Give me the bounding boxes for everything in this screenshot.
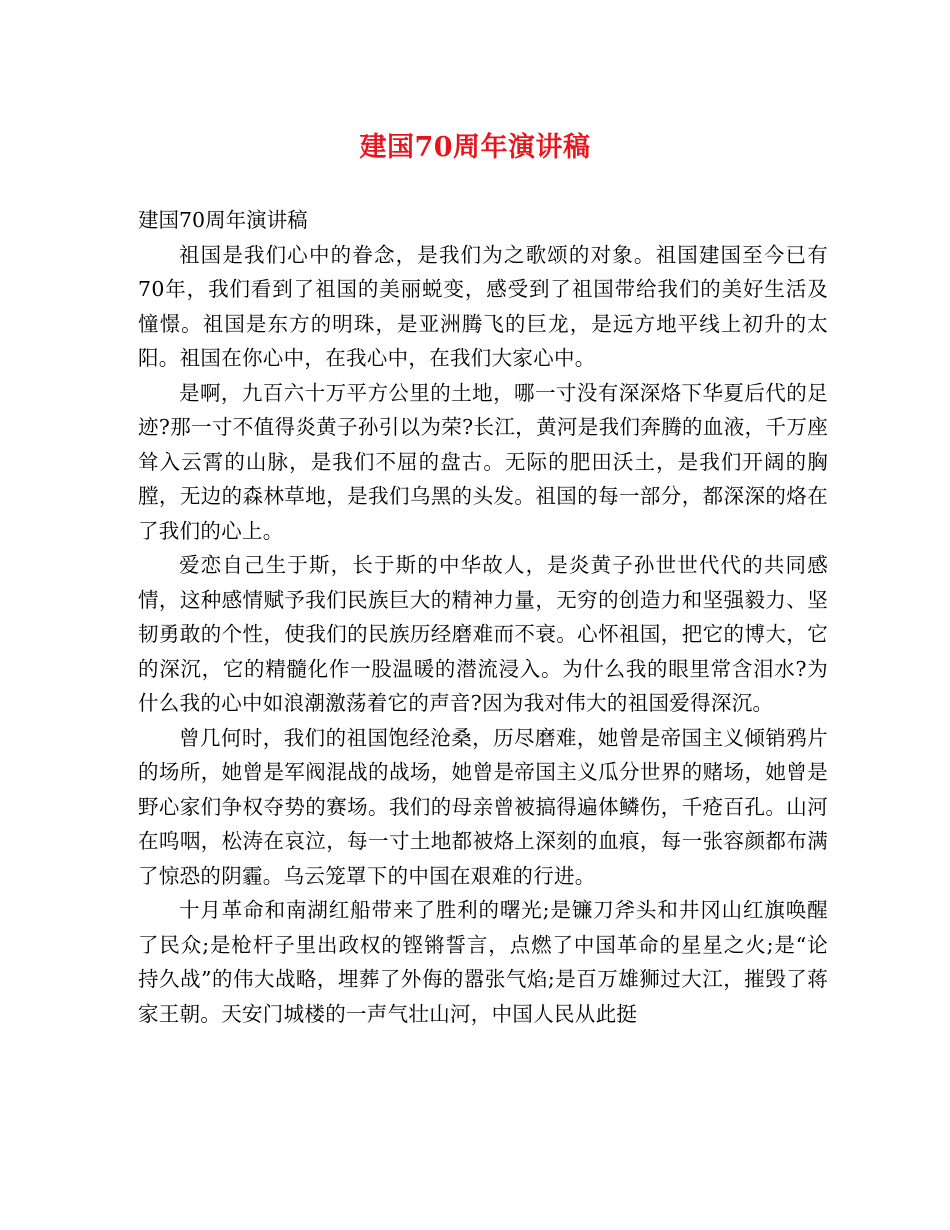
document-subtitle: 建国70周年演讲稿 — [138, 208, 308, 232]
paragraph-2: 是啊，九百六十万平方公里的土地，哪一寸没有深深烙下华夏后代的足迹?那一寸不值得炎黄子孙引以为荣?长江，黄河是我们奔腾的血液，千万座耸入云霄的山脉，是我们不屈的盘古。无际的肥田沃土，是我们开阔的胸膛，无边的森林草地，是我们乌黑的头发。祖国的每一部分，都深深的烙在了我们的心上。 — [138, 380, 828, 543]
document-title: 建国70周年演讲稿 — [359, 132, 591, 163]
paragraph-5: 十月革命和南湖红船带来了胜利的曙光;是镰刀斧头和井冈山红旗唤醒了民众;是枪杆子里出政权的铿锵誓言，点燃了中国革命的星星之火;是“论持久战”的伟大战略，埋葬了外侮的嚣张气焰;是百万雄狮过大江，摧毁了蒋家王朝。天安门城楼的一声气壮山河，中国人民从此挺 — [138, 898, 828, 1026]
paragraph-1: 祖国是我们心中的眷念，是我们为之歌颂的对象。祖国建国至今已有70年，我们看到了祖国的美丽蜕变，感受到了祖国带给我们的美好生活及憧憬。祖国是东方的明珠，是亚洲腾飞的巨龙，是远方地平线上初升的太阳。祖国在你心中，在我心中，在我们大家心中。 — [138, 242, 828, 370]
paragraph-3: 爱恋自己生于斯，长于斯的中华故人，是炎黄子孙世世代代的共同感情，这种感情赋予我们民族巨大的精神力量，无穷的创造力和坚强毅力、坚韧勇敢的个性，使我们的民族历经磨难而不衰。心怀祖国，把它的博大，它的深沉，它的精髓化作一股温暖的潜流浸入。为什么我的眼里常含泪水?为什么我的心中如浪潮激荡着它的声音?因为我对伟大的祖国爱得深沉。 — [138, 553, 828, 715]
paragraph-4: 曾几何时，我们的祖国饱经沧桑，历尽磨难，她曾是帝国主义倾销鸦片的场所，她曾是军阀混战的战场，她曾是帝国主义瓜分世界的赌场，她曾是野心家们争权夺势的赛场。我们的母亲曾被搞得遍体鳞伤，千疮百孔。山河在呜咽，松涛在哀泣，每一寸土地都被烙上深刻的血痕，每一张容颜都布满了惊恐的阴霾。乌云笼罩下的中国在艰难的行进。 — [138, 725, 828, 888]
document-body — [138, 203, 828, 1031]
